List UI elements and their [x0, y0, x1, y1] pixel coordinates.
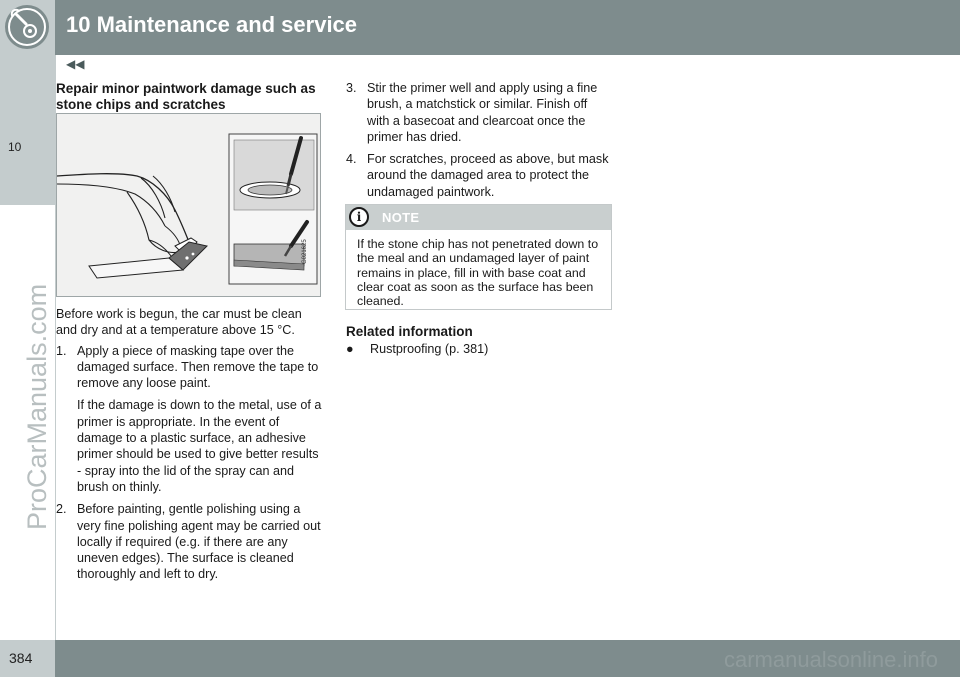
- side-watermark: ProCarManuals.com: [22, 283, 52, 530]
- step-4: [346, 151, 612, 200]
- section-heading: Repair minor paintwork damage such as stone chips and scratches: [56, 81, 316, 112]
- right-column: [346, 80, 612, 200]
- note-title: NOTE: [382, 210, 420, 225]
- bullet-icon: ●: [346, 342, 354, 356]
- chapter-number: 10: [8, 140, 22, 154]
- wrench-gear-icon: [0, 0, 55, 55]
- step-number: 3.: [346, 81, 357, 95]
- chapter-header: [0, 0, 960, 55]
- chapter-side-tab: [0, 55, 55, 205]
- related-link-text[interactable]: Rustproofing (p. 381): [370, 342, 489, 356]
- step-text: Before painting, gentle polishing using a very fine polishing agent may be carried out locally if required (e.g. if there are any uneven edges). The surface is cleaned thoroughly and left to dry.: [77, 502, 321, 582]
- step-1: [56, 343, 322, 496]
- intro-paragraph: Before work is begun, the car must be clean and dry and at a temperature above 15 °C.: [56, 307, 302, 338]
- figure-code: G021625: [302, 239, 308, 264]
- info-icon: i: [349, 207, 369, 227]
- step-number: 4.: [346, 152, 357, 167]
- back-navigation-icon[interactable]: ◀◀: [66, 57, 85, 71]
- step-number: 2.: [56, 502, 67, 517]
- chapter-icon-box: [0, 0, 55, 55]
- step-number: 1.: [56, 343, 67, 358]
- note-box: [345, 204, 612, 310]
- step-3: [346, 80, 612, 145]
- step-extra: If the damage is down to the metal, use of a primer is appropriate. In the event of damage to a plastic surface, an adhesive primer should be used to give better results - spray into the lid of the spray can and brush on thinly.: [77, 398, 322, 494]
- left-column: [56, 306, 322, 583]
- note-header: [346, 205, 611, 230]
- step-text: Stir the primer well and apply using a fine brush, a matchstick or similar. Finish off with a basecoat and clearcoat once the primer has dried.: [367, 81, 598, 144]
- related-heading: Related information: [346, 324, 473, 339]
- page-footer: [0, 640, 960, 677]
- related-link[interactable]: [346, 342, 488, 356]
- note-text: If the stone chip has not penetrated down to the meal and an undamaged layer of paint remains in place, fill in with base coat and clear coat as soon as the surface has been cleaned.: [357, 237, 599, 309]
- footer-watermark: carmanualsonline.info: [723, 647, 938, 672]
- repair-illustration: [56, 113, 321, 297]
- step-text: For scratches, proceed as above, but mask around the damaged area to protect the undamaged paintwork.: [367, 152, 609, 199]
- page-number-box: [0, 640, 55, 677]
- step-text: Apply a piece of masking tape over the damaged surface. Then remove the tape to remove any loose paint.: [77, 343, 319, 391]
- chapter-title: 10 Maintenance and service: [66, 12, 358, 37]
- step-2: [56, 501, 322, 582]
- page-number: 384: [9, 650, 33, 666]
- paint-repair-drawing: [57, 114, 320, 296]
